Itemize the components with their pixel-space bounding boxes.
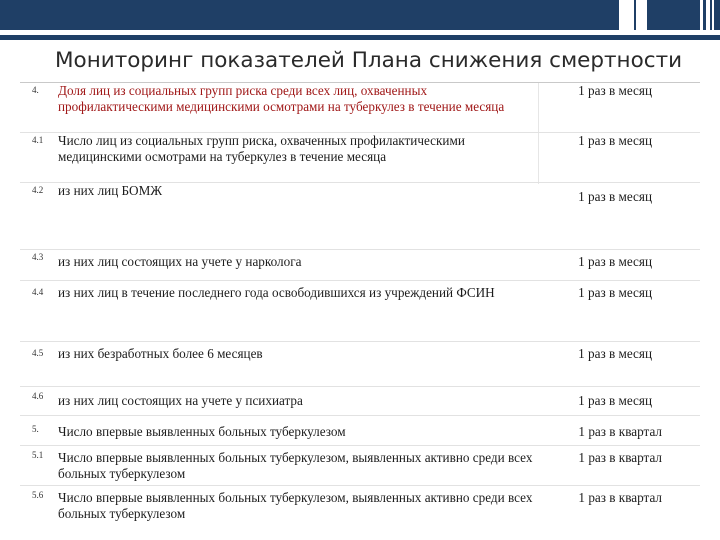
row-number: 5.1 [32,450,44,460]
row-frequency: 1 раз в месяц [578,285,652,300]
row-frequency: 1 раз в месяц [578,189,652,204]
row-text: из них лиц состоящих на учете у нарколога [58,254,302,269]
row-frequency: 1 раз в квартал [578,490,662,505]
slide-title: Мониторинг показателей Плана снижения смертности [55,48,683,73]
table-row [20,342,700,387]
row-number: 5. [32,424,39,434]
row-frequency: 1 раз в квартал [578,424,662,439]
header-bar-stripe [712,0,714,30]
table-row [20,250,700,281]
header-bar [0,0,720,30]
row-number: 4. [32,85,39,95]
row-number: 5.6 [32,490,44,500]
row-frequency: 1 раз в месяц [578,254,652,269]
row-frequency: 1 раз в месяц [578,133,652,148]
table-row [20,133,700,183]
row-number: 4.5 [32,348,44,358]
row-text: Число лиц из социальных групп риска, охваченных профилактическими медицинскими осмотрами на туберкулез в течение месяца [58,133,465,164]
indicator-table [20,82,700,526]
row-number: 4.1 [32,135,44,145]
table-row [20,183,700,250]
row-number: 4.3 [32,252,44,262]
row-number: 4.6 [32,391,44,401]
header-bar-stripe [706,0,710,30]
table-row [20,446,700,486]
row-text: из них лиц в течение последнего года освободившихся из учреждений ФСИН [58,285,495,300]
row-frequency: 1 раз в месяц [578,346,652,361]
row-frequency: 1 раз в месяц [578,393,652,408]
header-bar-stripe [619,0,634,30]
table-row [20,83,700,133]
row-text: Число впервые выявленных больных туберкулезом [58,424,346,439]
row-text: из них лиц состоящих на учете у психиатра [58,393,303,408]
header-bar-stripe [700,0,703,30]
row-text: из них лиц БОМЖ [58,183,163,198]
row-text: Число впервые выявленных больных туберкулезом, выявленных активно среди всех больных туберкулезом [58,490,533,521]
row-text: из них безработных более 6 месяцев [58,346,263,361]
table-row [20,486,700,526]
table-row [20,416,700,446]
row-text: Число впервые выявленных больных туберкулезом, выявленных активно среди всех больных туберкулезом [58,450,533,481]
header-bar-stripe [636,0,647,30]
table-row [20,387,700,416]
row-number: 4.2 [32,185,44,195]
row-text: Доля лиц из социальных групп риска среди всех лиц, охваченных профилактическими медицинскими осмотрами на туберкулез в течение месяца [58,83,505,114]
table-row [20,281,700,342]
row-frequency: 1 раз в квартал [578,450,662,465]
row-frequency: 1 раз в месяц [578,83,652,98]
row-number: 4.4 [32,287,44,297]
header-underline [0,35,720,40]
